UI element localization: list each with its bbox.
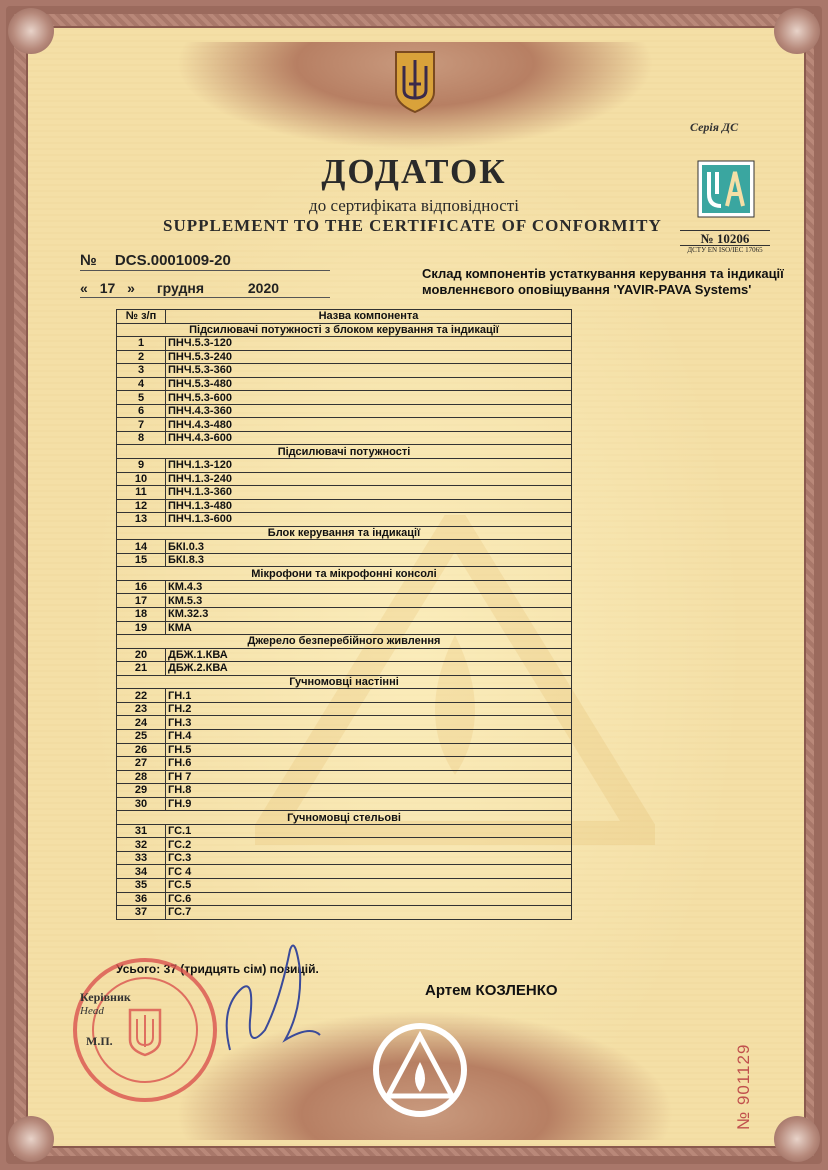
row-number: 32 — [117, 838, 166, 852]
stamp-seal-icon — [60, 955, 230, 1105]
component-name: ГС 4 — [166, 865, 572, 879]
series-label: Серія ДС — [690, 120, 739, 134]
table-row — [117, 784, 572, 798]
table-row — [117, 364, 572, 378]
subtitle-en: SUPPLEMENT TO THE CERTIFICATE OF CONFORMITY — [163, 216, 662, 235]
section-title: Підсилювачі потужності — [117, 445, 572, 459]
table-row — [117, 906, 572, 920]
date-close-quote: » — [127, 280, 135, 296]
table-row — [117, 648, 572, 662]
cert-mark-standard: ДСТУ EN ISO/IEC 17065 — [680, 245, 770, 254]
table-section-row — [117, 675, 572, 689]
row-number: 36 — [117, 892, 166, 906]
table-row — [117, 865, 572, 879]
component-name: ПНЧ.1.3-600 — [166, 513, 572, 527]
component-name: БКІ.0.3 — [166, 540, 572, 554]
trident-emblem-icon — [392, 48, 438, 114]
component-name: ПНЧ.4.3-360 — [166, 404, 572, 418]
table-row — [117, 838, 572, 852]
table-section-row — [117, 567, 572, 581]
head-label-ua: Керівник — [80, 990, 131, 1004]
component-name: ГС.3 — [166, 851, 572, 865]
row-number: 18 — [117, 608, 166, 622]
row-number: 2 — [117, 350, 166, 364]
head-label-en: Head — [80, 1005, 104, 1017]
row-number: 6 — [117, 404, 166, 418]
row-number: 8 — [117, 431, 166, 445]
table-row — [117, 729, 572, 743]
table-row — [117, 621, 572, 635]
row-number: 27 — [117, 757, 166, 771]
row-number: 14 — [117, 540, 166, 554]
table-row — [117, 824, 572, 838]
row-number: 22 — [117, 689, 166, 703]
component-name: ГН.9 — [166, 797, 572, 811]
component-name: ДБЖ.1.КВА — [166, 648, 572, 662]
table-row — [117, 404, 572, 418]
emblem-bottom-icon — [372, 1022, 468, 1118]
table-row — [117, 743, 572, 757]
component-name: ГН.1 — [166, 689, 572, 703]
row-number: 21 — [117, 662, 166, 676]
table-row — [117, 851, 572, 865]
serial-number: № 901129 — [734, 1043, 753, 1130]
component-name: ПНЧ.5.3-600 — [166, 391, 572, 405]
row-number: 10 — [117, 472, 166, 486]
document-number — [80, 252, 231, 269]
cert-mark-number: № 10206 — [680, 230, 770, 247]
component-name: ГН.4 — [166, 729, 572, 743]
component-name: ГН.5 — [166, 743, 572, 757]
table-row — [117, 797, 572, 811]
row-number: 3 — [117, 364, 166, 378]
row-number: 37 — [117, 906, 166, 920]
row-number: 13 — [117, 513, 166, 527]
component-name: КМ.5.3 — [166, 594, 572, 608]
table-section-row — [117, 811, 572, 825]
component-name: ГН.3 — [166, 716, 572, 730]
component-name: ПНЧ.1.3-120 — [166, 459, 572, 473]
row-number: 30 — [117, 797, 166, 811]
corner-ornament-top-right — [774, 8, 820, 54]
table-section-row — [117, 635, 572, 649]
divider — [80, 270, 330, 271]
page-title: ДОДАТОК — [321, 152, 507, 191]
row-number: 29 — [117, 784, 166, 798]
row-number: 15 — [117, 553, 166, 567]
table-row — [117, 459, 572, 473]
table-row — [117, 391, 572, 405]
row-number: 12 — [117, 499, 166, 513]
table-row — [117, 472, 572, 486]
table-row — [117, 580, 572, 594]
table-row — [117, 486, 572, 500]
signer-name: Артем КОЗЛЕНКО — [425, 982, 558, 999]
table-row — [117, 513, 572, 527]
document-number-prefix: № — [80, 252, 97, 269]
table-row — [117, 337, 572, 351]
date-month: грудня — [156, 280, 204, 296]
component-name: ГС.6 — [166, 892, 572, 906]
date-day: 17 — [99, 280, 116, 296]
document-number-value: DCS.0001009-20 — [114, 252, 231, 269]
composition-heading — [422, 266, 797, 298]
table-row — [117, 757, 572, 771]
row-number: 4 — [117, 377, 166, 391]
component-name: ГС.5 — [166, 878, 572, 892]
row-number: 5 — [117, 391, 166, 405]
corner-ornament-bottom-left — [8, 1116, 54, 1162]
row-number: 25 — [117, 729, 166, 743]
table-row — [117, 418, 572, 432]
component-name: ПНЧ.5.3-120 — [166, 337, 572, 351]
stamp-place-label: М.П. — [86, 1034, 113, 1048]
row-number: 17 — [117, 594, 166, 608]
table-row — [117, 702, 572, 716]
row-number: 31 — [117, 824, 166, 838]
row-number: 9 — [117, 459, 166, 473]
table-row — [117, 689, 572, 703]
component-name: ПНЧ.5.3-240 — [166, 350, 572, 364]
row-number: 7 — [117, 418, 166, 432]
table-row — [117, 878, 572, 892]
section-title: Мікрофони та мікрофонні консолі — [117, 567, 572, 581]
components-table-body — [117, 323, 572, 919]
row-number: 19 — [117, 621, 166, 635]
divider — [80, 297, 330, 298]
table-header-name: Назва компонента — [166, 310, 572, 324]
table-header-num: № з/п — [117, 310, 166, 324]
table-row — [117, 662, 572, 676]
table-row — [117, 377, 572, 391]
row-number: 33 — [117, 851, 166, 865]
section-title: Гучномовці стельові — [117, 811, 572, 825]
component-name: ПНЧ.1.3-240 — [166, 472, 572, 486]
ua-certification-mark-icon — [697, 160, 755, 218]
row-number: 34 — [117, 865, 166, 879]
component-name: БКІ.8.3 — [166, 553, 572, 567]
corner-ornament-bottom-right — [774, 1116, 820, 1162]
table-row — [117, 608, 572, 622]
table-row — [117, 716, 572, 730]
composition-line-1: Склад компонентів устаткування керування та індикації — [422, 266, 784, 281]
serial-number-wrap — [734, 1010, 754, 1130]
table-section-row — [117, 445, 572, 459]
signature-icon — [210, 930, 340, 1070]
row-number: 24 — [117, 716, 166, 730]
row-number: 26 — [117, 743, 166, 757]
row-number: 28 — [117, 770, 166, 784]
section-title: Гучномовці настінні — [117, 675, 572, 689]
table-row — [117, 350, 572, 364]
subtitle-ua: до сертифіката відповідності — [309, 196, 519, 215]
row-number: 1 — [117, 337, 166, 351]
component-name: ПНЧ.1.3-360 — [166, 486, 572, 500]
component-name: ГН.2 — [166, 702, 572, 716]
component-name: ГН.6 — [166, 757, 572, 771]
component-name: ПНЧ.4.3-480 — [166, 418, 572, 432]
component-name: КМ.32.3 — [166, 608, 572, 622]
component-name: КМА — [166, 621, 572, 635]
section-title: Джерело безперебійного живлення — [117, 635, 572, 649]
table-row — [117, 431, 572, 445]
total-positions: Усього: 37 (тридцять сім) позицій. — [116, 962, 319, 976]
section-title: Блок керування та індикації — [117, 526, 572, 540]
table-row — [117, 770, 572, 784]
section-title: Підсилювачі потужності з блоком керування та індикації — [117, 323, 572, 337]
document-date — [80, 280, 279, 296]
component-name: ПНЧ.5.3-480 — [166, 377, 572, 391]
table-section-row — [117, 323, 572, 337]
table-row — [117, 499, 572, 513]
component-name: ДБЖ.2.КВА — [166, 662, 572, 676]
component-name: ПНЧ.5.3-360 — [166, 364, 572, 378]
table-row — [117, 553, 572, 567]
component-name: ГН 7 — [166, 770, 572, 784]
component-name: КМ.4.3 — [166, 580, 572, 594]
row-number: 11 — [117, 486, 166, 500]
component-name: ПНЧ.1.3-480 — [166, 499, 572, 513]
table-row — [117, 540, 572, 554]
row-number: 23 — [117, 702, 166, 716]
corner-ornament-top-left — [8, 8, 54, 54]
component-name: ГН.8 — [166, 784, 572, 798]
row-number: 20 — [117, 648, 166, 662]
row-number: 16 — [117, 580, 166, 594]
table-section-row — [117, 526, 572, 540]
component-name: ГС.7 — [166, 906, 572, 920]
component-name: ГС.2 — [166, 838, 572, 852]
component-name: ПНЧ.4.3-600 — [166, 431, 572, 445]
components-table — [116, 309, 572, 920]
date-open-quote: « — [80, 280, 88, 296]
component-name: ГС.1 — [166, 824, 572, 838]
date-year: 2020 — [247, 280, 280, 296]
row-number: 35 — [117, 878, 166, 892]
composition-line-2: мовленнєвого оповіщування 'YAVIR-PAVA Systems' — [422, 282, 752, 297]
table-row — [117, 892, 572, 906]
table-row — [117, 594, 572, 608]
